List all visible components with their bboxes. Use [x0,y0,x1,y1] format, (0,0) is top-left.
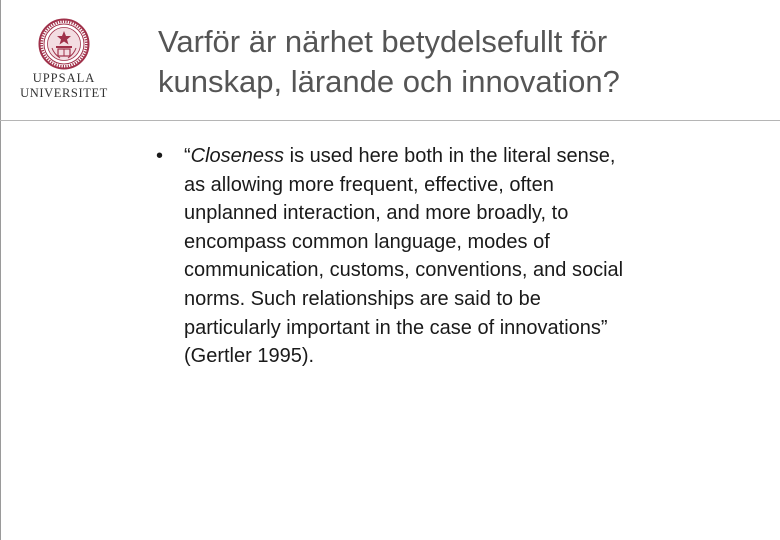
bullet-mark: • [156,145,164,167]
quote-line-1-rest: is used here both in the literal sense, [284,145,616,167]
university-seal-icon [38,18,90,70]
university-logo [14,18,114,108]
header-divider [0,120,780,121]
logo-wordmark-line1: UPPSALA [32,71,96,85]
open-quote: “ [184,145,191,167]
slide-title-line1: Varför är närhet betydelsefullt för [158,24,608,59]
citation-line: (Gertler 1995). [184,345,315,368]
slide-title-line2: kunskap, lärande och innovation? [158,64,620,99]
quote-line-6: norms. Such relationships are said to be [184,287,541,310]
quote-line-2: as allowing more frequent, effective, often [184,173,554,196]
quote-line-4: encompass common language, modes of [184,230,550,253]
quote-line-7: particularly important in the case of innovations” [184,316,608,339]
quote-line-5: communication, customs, conventions, and social [184,259,624,282]
slide-left-border [0,0,1,540]
emphasized-term: Closeness [190,145,285,167]
logo-wordmark-line2: UNIVERSITET [20,86,108,100]
quote-line-3: unplanned interaction, and more broadly, to [184,202,569,225]
quote-line-1 [184,142,736,171]
bullet-list [156,142,736,371]
bullet-item [156,142,736,371]
slide-title [158,22,758,102]
